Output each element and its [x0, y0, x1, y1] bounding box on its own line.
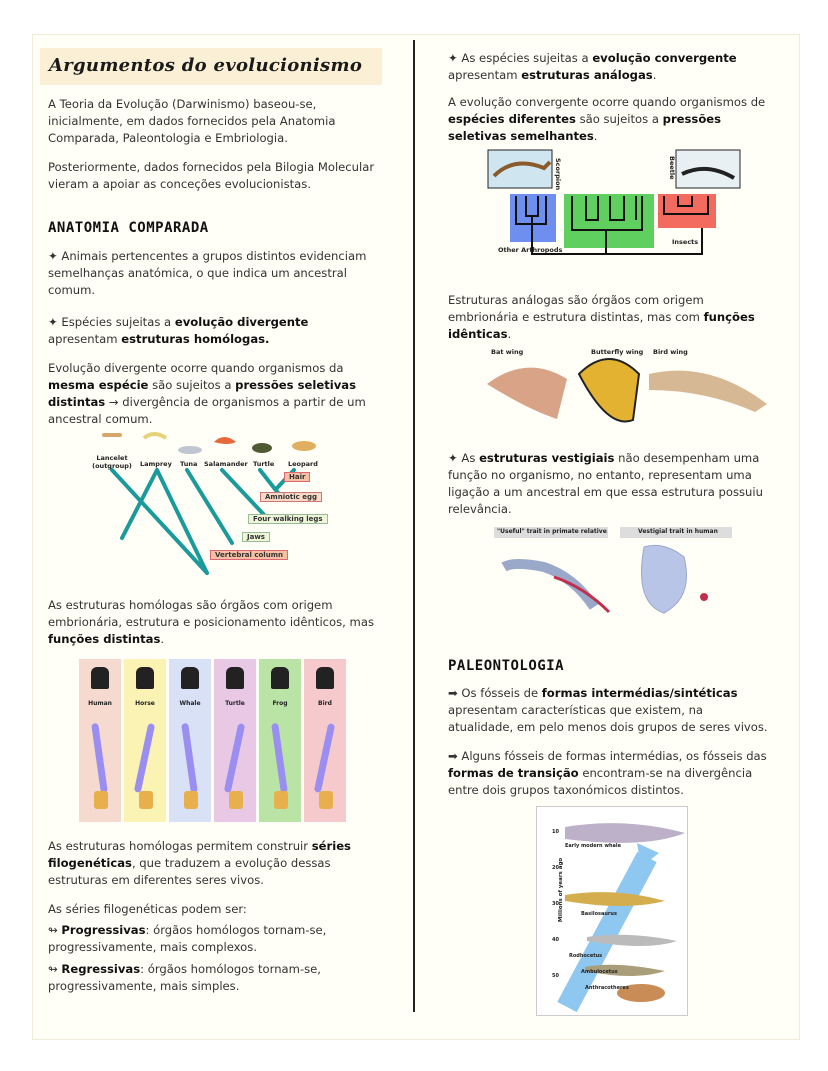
anatomia-paragraph-4: As estruturas homólogas são órgãos com origem embrionária, estrutura e posicionamento idênticos, mas funções distintas. [48, 598, 374, 646]
limb-column [79, 659, 121, 822]
bird-wing-icon [649, 371, 767, 412]
progressivas-item: ↬ Progressivas: órgãos homólogos tornam-se, progressivamente, mais complexos. [48, 923, 327, 954]
whale-tick: 40 [552, 937, 559, 943]
intro-paragraph-2: Posteriormente, dados fornecidos pela Bilogia Molecular vieram a apoiar as conceções evolucionistas. [48, 160, 375, 191]
wing-label: Bird wing [653, 348, 688, 356]
arthropod-convergence-figure [486, 148, 742, 268]
limb-label: Whale [179, 700, 201, 707]
taxon-label: Lancelet (outgroup) [92, 454, 132, 470]
anatomia-paragraph-3: Evolução divergente ocorre quando organismos da mesma espécie são sujeitos a pressões seletivas distintas → divergência de organismos a partir de um ancestral comum. [48, 361, 366, 426]
vest-header [494, 527, 608, 538]
vest-header-label: Vestigial trait in human [638, 528, 718, 535]
taxon-label: Tuna [180, 460, 198, 468]
limb-column [124, 659, 166, 822]
animal-silhouettes [102, 433, 316, 454]
whale-evolution-figure [536, 806, 688, 1016]
animal-icon [226, 667, 244, 689]
vestigial-illustration [494, 527, 732, 619]
scorpion-label: Scorpion [554, 158, 562, 191]
analogous-wings-figure [483, 344, 771, 430]
whale-tick: 30 [552, 901, 559, 907]
limb-hand [94, 791, 108, 809]
intro-paragraph-1: A Teoria da Evolução (Darwinismo) baseou-se, inicialmente, em dados fornecidos pela Anatomia Comparada, Paleontologia e Embriologia. [48, 97, 336, 145]
animal-icon [316, 667, 334, 689]
squiggle-arrow-icon: ↬ [48, 923, 62, 937]
limb-hand [319, 791, 333, 809]
taxon-label: Lamprey [140, 460, 172, 468]
whale-species-label: Rodhocetus [569, 953, 603, 959]
cladogram-lines [82, 428, 332, 578]
limb-column [304, 659, 346, 822]
squiggle-arrow-icon: ↬ [48, 962, 62, 976]
anatomia-paragraph-6: As séries filogenéticas podem ser: [48, 902, 247, 916]
limb-hand [229, 791, 243, 809]
anatomia-paragraph-1: ✦ Animais pertencentes a grupos distintos evidenciam semelhanças anatómica, o que indica um ancestral comum. [48, 249, 367, 297]
right-paragraph-5: ➡ Os fósseis de formas intermédias/sintéticas apresentam características que existem, na atualidade, em pelo menos dois grupos de seres vivos. [448, 686, 768, 734]
limb-bone [314, 723, 335, 793]
whale-species-label: Anthracotheres [585, 985, 629, 991]
whale-tick: 50 [552, 973, 559, 979]
animal-icon [136, 667, 154, 689]
butterfly-wing-icon [579, 359, 639, 422]
limb-label: Frog [272, 700, 288, 707]
limb-column [214, 659, 256, 822]
limb-hand [274, 791, 288, 809]
vertebrate-cladogram [82, 428, 332, 578]
limb-bone [181, 723, 198, 793]
right-paragraph-4: ✦ As estruturas vestigiais não desempenham uma função no organismo, no entanto, representam uma ligação a um ancestral em que essa estrutura possuiu relevância. [448, 451, 763, 516]
animal-icon [271, 667, 289, 689]
insects-label: Insects [672, 238, 699, 246]
trait-label: Four walking legs [248, 514, 328, 524]
limb-bone [134, 723, 155, 793]
bat-wing-icon [487, 368, 567, 419]
whale-species-label: Ambulocetus [581, 969, 618, 975]
page-title: Argumentos do evolucionismo [49, 55, 363, 76]
right-paragraph-1: ✦ As espécies sujeitas a evolução convergente apresentam estruturas análogas. [448, 51, 737, 82]
limb-bone [224, 723, 245, 793]
vest-header [620, 527, 732, 538]
whale-species-label: Early modern whale [565, 843, 622, 849]
trait-label: Amniotic egg [260, 492, 322, 502]
homologous-limbs-figure [79, 659, 349, 822]
trait-label: Hair [284, 472, 310, 482]
wings-illustration [483, 344, 771, 430]
limb-label: Turtle [225, 700, 245, 707]
regressivas-item: ↬ Regressivas: órgãos homólogos tornam-se, progressivamente, mais simples. [48, 962, 321, 993]
vest-header-label: "Useful" trait in primate relative [497, 528, 607, 535]
anatomia-paragraph-2: ✦ Espécies sujeitas a evolução divergente apresentam estruturas homólogas. [48, 315, 309, 346]
limb-hand [184, 791, 198, 809]
beetle-label: Beetle [668, 156, 676, 180]
whale-y-axis-label: Millions of years ago [558, 857, 565, 923]
whale-species-label: Basilosaurus [581, 911, 617, 917]
heading-paleontologia: PALEONTOLOGIA [448, 658, 565, 674]
vestigial-structures-figure [494, 527, 732, 619]
animal-icon [181, 667, 199, 689]
title-box [40, 48, 382, 85]
animal-icon [91, 667, 109, 689]
right-paragraph-3: Estruturas análogas são órgãos com origem embrionária e estrutura distintas, mas com funções idênticas. [448, 293, 755, 341]
column-divider [413, 40, 415, 1012]
trait-label: Vertebral column [210, 550, 288, 560]
wing-label: Bat wing [491, 348, 524, 356]
right-paragraph-2: A evolução convergente ocorre quando organismos de espécies diferentes são sujeitos a pressões seletivas semelhantes. [448, 95, 766, 143]
trait-label: Jaws [242, 532, 270, 542]
limb-label: Bird [318, 700, 332, 707]
taxon-label: Leopard [288, 460, 318, 468]
heading-anatomia: ANATOMIA COMPARADA [48, 220, 209, 236]
limb-label: Horse [135, 700, 155, 707]
other-arthropods-label: Other Arthropods [498, 246, 563, 254]
taxon-label: Salamander [204, 460, 248, 468]
limb-column [169, 659, 211, 822]
limb-column [259, 659, 301, 822]
limb-bone [91, 723, 108, 793]
limb-bone [271, 723, 288, 793]
whale-tick: 20 [552, 865, 559, 871]
limb-label: Human [88, 700, 112, 707]
taxon-label: Turtle [253, 460, 275, 468]
whale-tick: 10 [552, 829, 559, 835]
limb-hand [139, 791, 153, 809]
anatomia-paragraph-5: As estruturas homólogas permitem construir séries filogenéticas, que traduzem a evolução dessas estruturas em diferentes seres vivos. [48, 839, 351, 887]
wing-label: Butterfly wing [591, 348, 644, 356]
right-paragraph-6: ➡ Alguns fósseis de formas intermédias, os fósseis das formas de transição encontram-se na divergência entre dois grupos taxonómicos distintos. [448, 749, 767, 797]
